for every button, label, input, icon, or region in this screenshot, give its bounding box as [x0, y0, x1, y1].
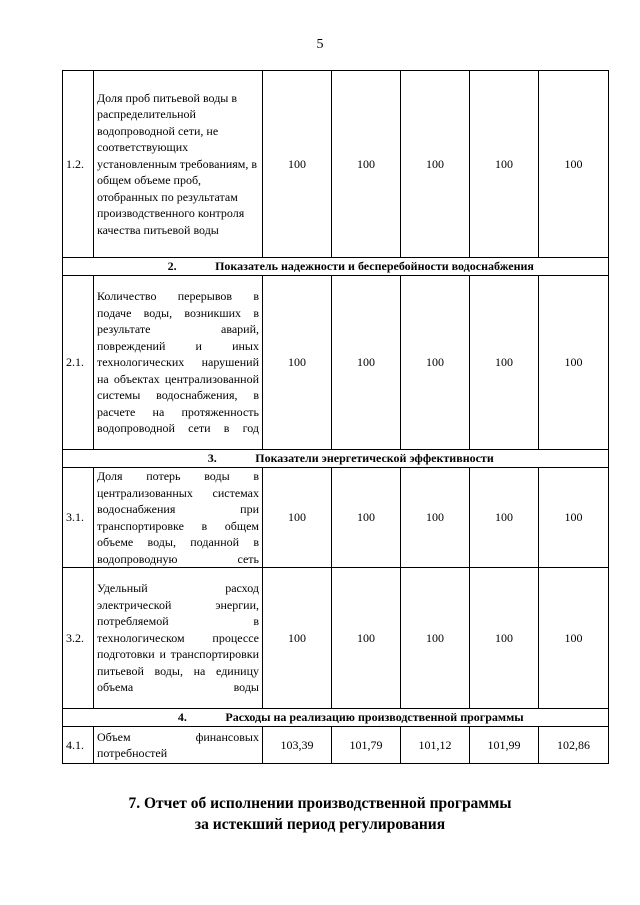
value-cell: 100 [470, 276, 539, 450]
indicator-name: Количество перерывов в подаче воды, возникших в результате аварий, повреждений и иных технологических нарушений на объектах централизованной системы водоснабжения, в расчете на протяженность водопроводной сети в год [94, 276, 263, 450]
value-cell: 101,79 [332, 727, 401, 764]
indicator-name: Удельный расход электрической энергии, потребляемой в технологическом процессе подготовки и транспортировки питьевой воды, на единицу объема воды [94, 568, 263, 709]
section-header [63, 450, 609, 468]
section-number: 4. [177, 710, 187, 725]
row-number: 3.1. [63, 468, 94, 568]
value-cell: 102,86 [539, 727, 609, 764]
indicator-name: Доля потерь воды в централизованных системах водоснабжения при транспортировке в общем объеме воды, поданной в водопроводную сеть [94, 468, 263, 568]
page-number: 5 [316, 37, 324, 52]
row-number: 4.1. [63, 727, 94, 764]
table-row [63, 71, 609, 258]
value-cell: 100 [263, 468, 332, 568]
table-row [63, 727, 609, 764]
value-cell: 100 [401, 468, 470, 568]
value-cell: 100 [263, 276, 332, 450]
value-cell: 100 [332, 276, 401, 450]
value-cell: 100 [332, 568, 401, 709]
value-cell: 100 [263, 568, 332, 709]
section-header [63, 709, 609, 727]
heading-line-1: 7. Отчет об исполнении производственной программы [128, 795, 512, 812]
indicators-table [62, 70, 609, 764]
indicator-name: Доля проб питьевой воды в распределительной водопроводной сети, не соответствующих установленным требованиям, в общем объеме проб, отобранных по результатам производственного контроля качества питьевой воды [94, 71, 263, 258]
value-cell: 100 [470, 568, 539, 709]
table-row [63, 568, 609, 709]
value-cell: 100 [332, 468, 401, 568]
value-cell: 100 [401, 71, 470, 258]
heading-line-2: за истекший период регулирования [194, 816, 446, 833]
section-number: 3. [207, 451, 217, 466]
value-cell: 103,39 [263, 727, 332, 764]
section-number: 2. [167, 259, 177, 274]
value-cell: 100 [332, 71, 401, 258]
row-number: 1.2. [63, 71, 94, 258]
section-title: Показатель надежности и бесперебойности водоснабжения [215, 259, 534, 274]
section-row [63, 709, 609, 727]
table-row [63, 276, 609, 450]
table-row [63, 468, 609, 568]
section-heading [0, 793, 640, 835]
value-cell: 100 [539, 71, 609, 258]
section-header [63, 258, 609, 276]
value-cell: 100 [539, 568, 609, 709]
value-cell: 100 [470, 71, 539, 258]
section-title: Расходы на реализацию производственной программы [225, 710, 524, 725]
row-number: 3.2. [63, 568, 94, 709]
value-cell: 101,99 [470, 727, 539, 764]
value-cell: 100 [539, 276, 609, 450]
row-number: 2.1. [63, 276, 94, 450]
value-cell: 100 [263, 71, 332, 258]
value-cell: 100 [401, 568, 470, 709]
section-title: Показатели энергетической эффективности [255, 451, 494, 466]
section-row [63, 258, 609, 276]
value-cell: 100 [401, 276, 470, 450]
indicator-name: Объем финансовых потребностей [94, 727, 263, 764]
value-cell: 101,12 [401, 727, 470, 764]
value-cell: 100 [470, 468, 539, 568]
value-cell: 100 [539, 468, 609, 568]
section-row [63, 450, 609, 468]
